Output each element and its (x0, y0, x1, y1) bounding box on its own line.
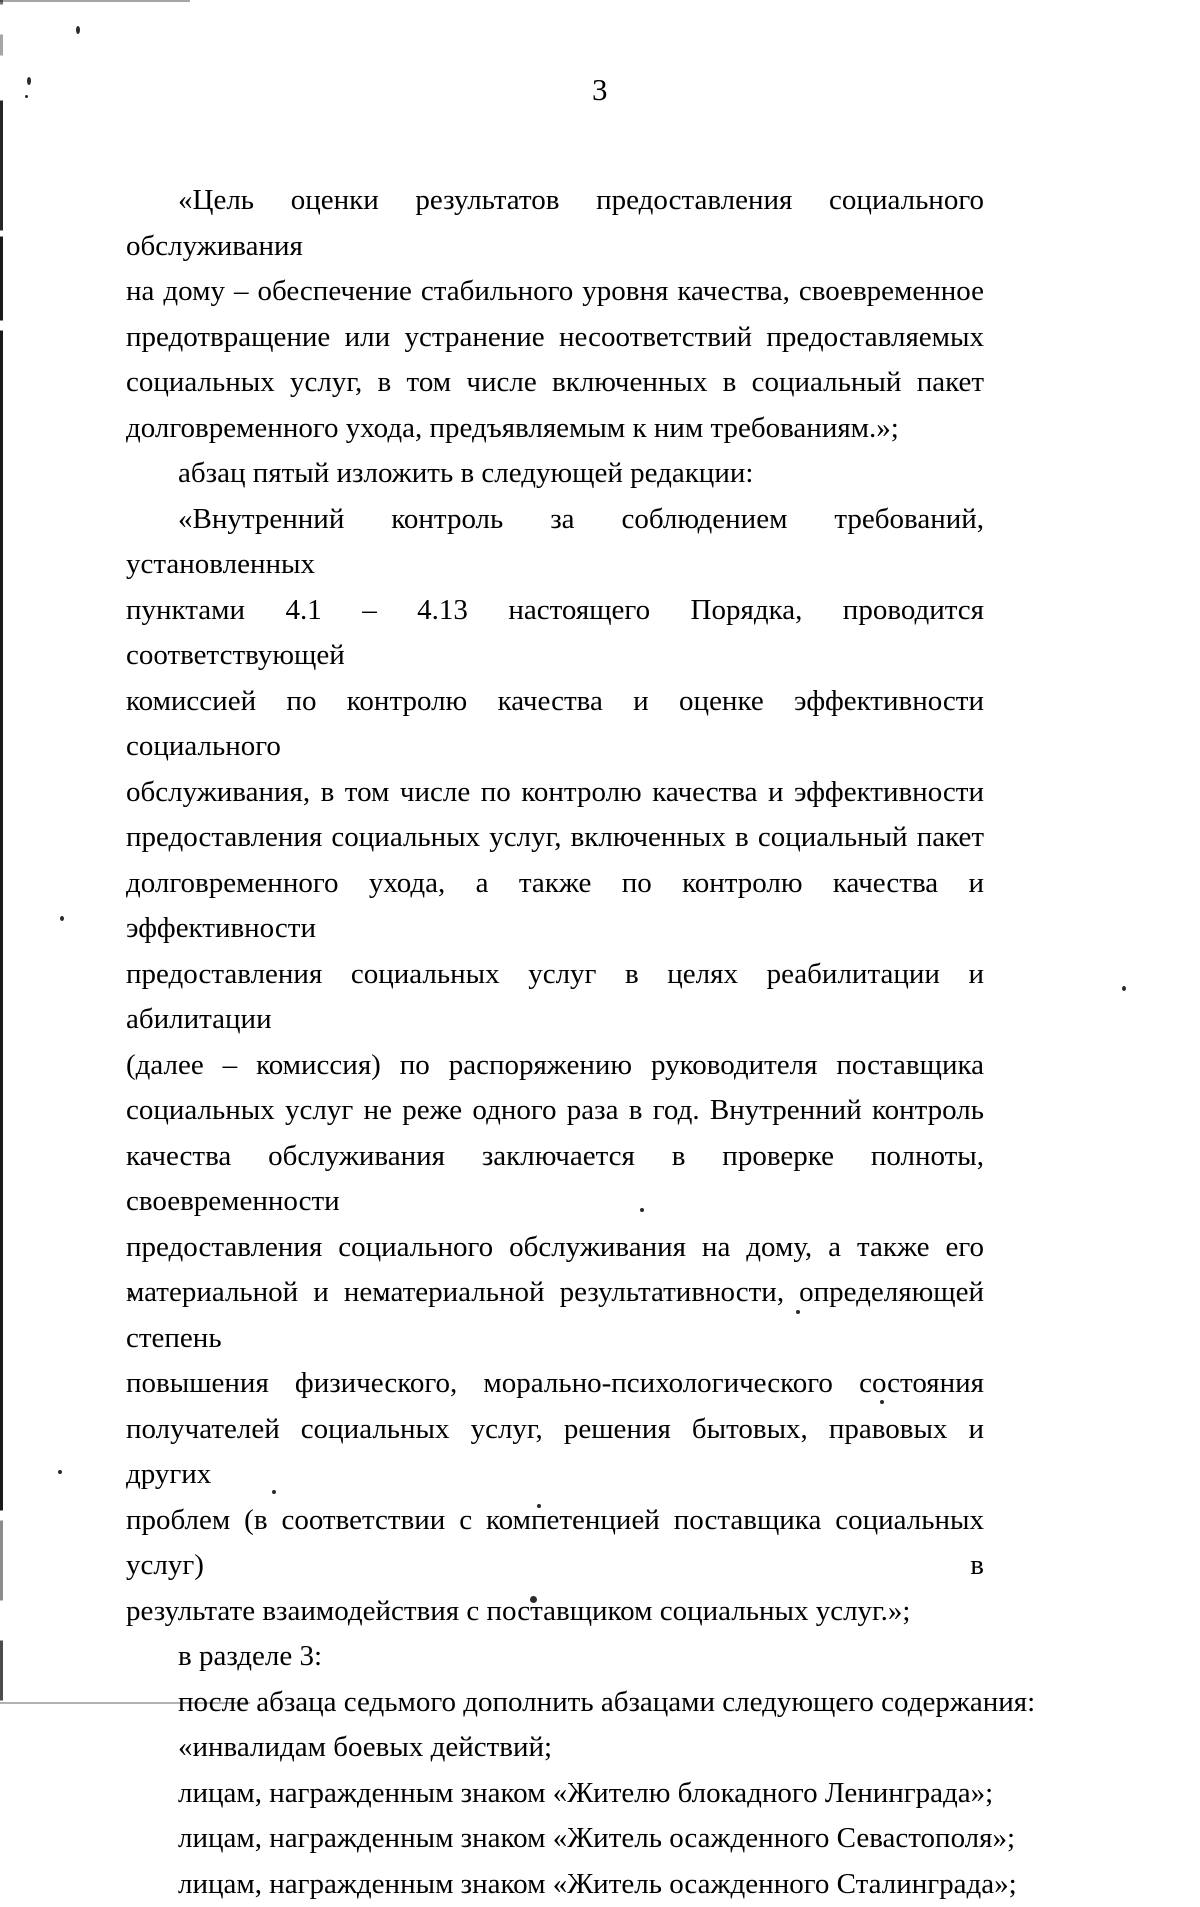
paragraph-3-line-7: предоставления социальных услуг в целях реабилитации и абилитации (126, 952, 984, 1043)
list-item-2-text: лицам, награжденным знаком «Жителю блокадного Ленинграда»; (178, 1777, 993, 1809)
list-item-4 (126, 1862, 984, 1907)
paragraph-1-line-1: «Цель оценки результатов предоставления социального обслуживания (126, 178, 984, 269)
paragraph-5-text: после абзаца седьмого дополнить абзацами следующего содержания: (178, 1686, 1035, 1718)
paragraph-1-line-2: на дому – обеспечение стабильного уровня качества, своевременное (126, 269, 984, 315)
scan-speck (76, 26, 80, 34)
page-number: 3 (0, 74, 1200, 105)
paragraph-3-line-13: повышения физического, морально-психологического состояния (126, 1361, 984, 1407)
paragraph-3-line-9: социальных услуг не реже одного раза в год. Внутренний контроль (126, 1088, 984, 1134)
list-item-1-text: «инвалидам боевых действий; (178, 1731, 552, 1763)
scan-speck (1122, 986, 1126, 991)
paragraph-3-line-3: комиссией по контролю качества и оценке эффективности социального (126, 679, 984, 770)
scan-top-edge (0, 0, 190, 2)
paragraph-1-line-4: социальных услуг, в том числе включенных в социальный пакет (126, 360, 984, 406)
scan-speck (60, 916, 64, 921)
paragraph-1 (126, 178, 984, 451)
paragraph-3-line-6: долговременного ухода, а также по контролю качества и эффективности (126, 861, 984, 952)
paragraph-3-line-11: предоставления социального обслуживания на дому, а также его (126, 1225, 984, 1271)
paragraph-2-text: абзац пятый изложить в следующей редакции: (178, 457, 753, 489)
paragraph-3-line-4: обслуживания, в том числе по контролю качества и эффективности (126, 770, 984, 816)
scan-speck (58, 1470, 62, 1474)
paragraph-5 (126, 1680, 984, 1726)
paragraph-2 (126, 451, 984, 497)
paragraph-3 (126, 497, 984, 1635)
document-body (126, 178, 984, 1907)
list-item-1 (126, 1725, 984, 1771)
list-item-3-text: лицам, награжденным знаком «Житель осажденного Севастополя»; (178, 1822, 1015, 1854)
paragraph-3-line-16: результате взаимодействия с поставщиком социальных услуг.»; (126, 1589, 984, 1635)
paragraph-3-line-8: (далее – комиссия) по распоряжению руководителя поставщика (126, 1043, 984, 1089)
list-item-2 (126, 1771, 984, 1817)
paragraph-3-line-5: предоставления социальных услуг, включенных в социальный пакет (126, 815, 984, 861)
list-item-3 (126, 1816, 984, 1862)
paragraph-1-line-5: долговременного ухода, предъявляемым к ним требованиям.»; (126, 406, 984, 452)
paragraph-4-text: в разделе 3: (178, 1640, 322, 1672)
scan-binding-edge (0, 0, 3, 1708)
paragraph-3-line-12: материальной и нематериальной результативности, определяющей степень (126, 1270, 984, 1361)
paragraph-3-line-2: пунктами 4.1 – 4.13 настоящего Порядка, проводится соответствующей (126, 588, 984, 679)
paragraph-4 (126, 1634, 984, 1680)
paragraph-3-line-15: проблем (в соответствии с компетенцией поставщика социальных услуг) в (126, 1498, 984, 1589)
paragraph-3-line-1: «Внутренний контроль за соблюдением требований, установленных (126, 497, 984, 588)
paragraph-3-line-10: качества обслуживания заключается в проверке полноты, своевременности (126, 1134, 984, 1225)
paragraph-3-line-14: получателей социальных услуг, решения бытовых, правовых и других (126, 1407, 984, 1498)
paragraph-1-line-3: предотвращение или устранение несоответствий предоставляемых (126, 315, 984, 361)
list-item-4-text: лицам, награжденным знаком «Житель осажденного Сталинграда»; (178, 1868, 1017, 1900)
